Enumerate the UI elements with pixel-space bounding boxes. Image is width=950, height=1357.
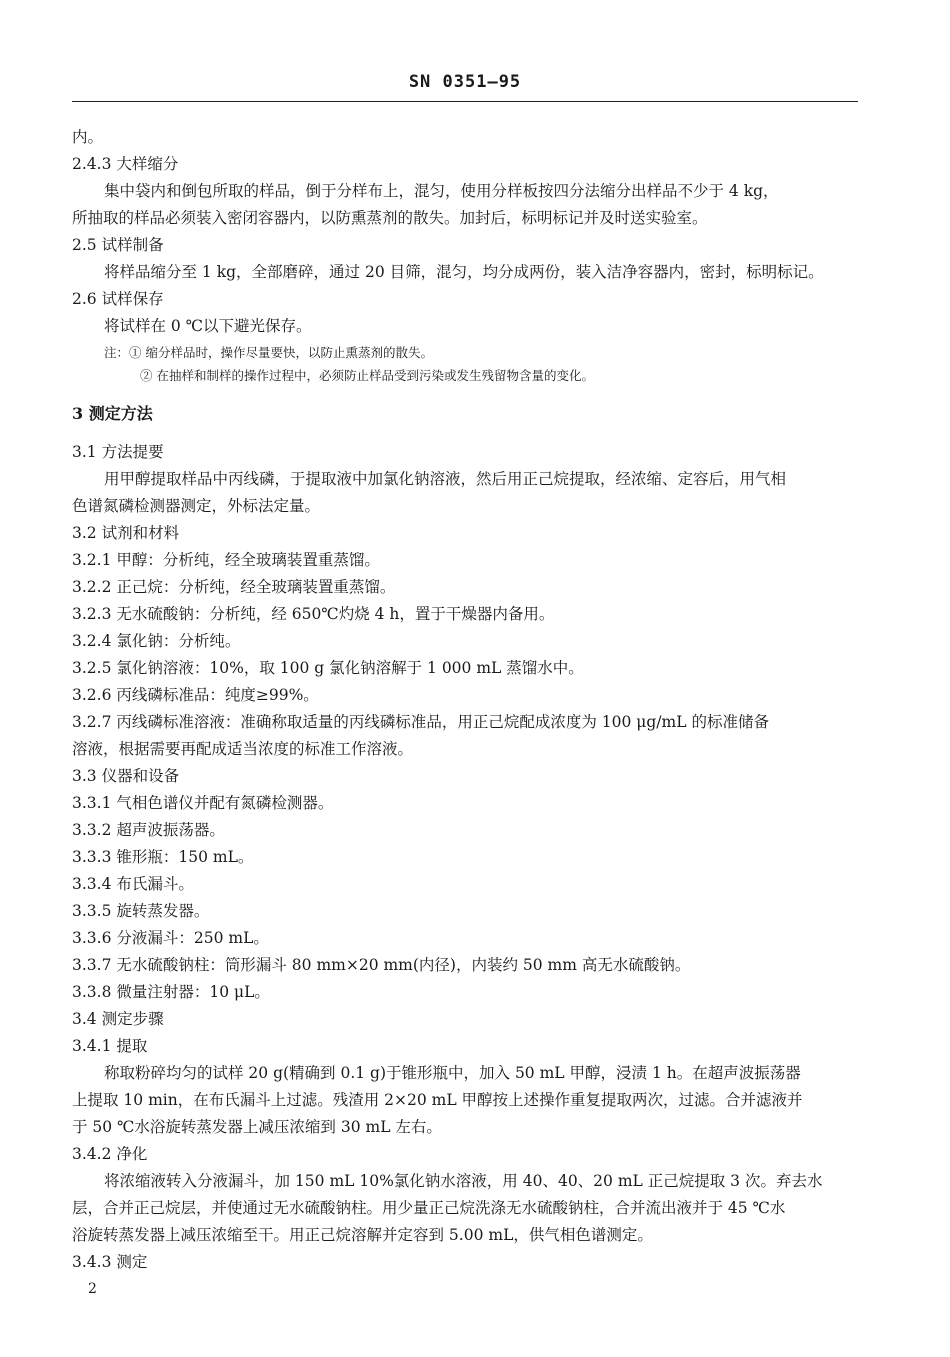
list-item: 3.2.7 丙线磷标准溶液：准确称取适量的丙线磷标准品，用正己烷配成浓度为 100 μg/mL 的标准储备 (72, 713, 769, 731)
standard-code-header: SN 0351—95 (408, 72, 522, 92)
text-line: 将样品缩分至 1 kg，全部磨碎，通过 20 目筛，混匀，均分成两份，装入洁净容器内，密封，标明标记。 (104, 263, 824, 281)
list-item: 3.2.3 无水硫酸钠：分析纯，经 650℃灼烧 4 h，置于干燥器内备用。 (72, 605, 555, 623)
list-item: 3.3.6 分液漏斗：250 mL。 (72, 929, 269, 947)
list-item: 3.2.4 氯化钠：分析纯。 (72, 632, 241, 650)
list-item: 3.3.2 超声波振荡器。 (72, 821, 225, 839)
text-line: 浴旋转蒸发器上减压浓缩至干。用正己烷溶解并定容到 5.00 mL，供气相色谱测定。 (72, 1226, 653, 1244)
list-item: 3.2.2 正己烷：分析纯，经全玻璃装置重蒸馏。 (72, 578, 396, 596)
list-item: 3.3.1 气相色谱仪并配有氮磷检测器。 (72, 794, 334, 812)
text-line: 将浓缩液转入分液漏斗，加 150 mL 10%氯化钠水溶液，用 40、40、20 mL 正己烷提取 3 次。弃去水 (104, 1172, 823, 1190)
text-line: 所抽取的样品必须装入密闭容器内，以防熏蒸剂的散失。加封后，标明标记并及时送实验室。 (72, 209, 708, 227)
text-line: 于 50 ℃水浴旋转蒸发器上减压浓缩到 30 mL 左右。 (72, 1118, 442, 1136)
text-line: 溶液，根据需要再配成适当浓度的标准工作溶液。 (72, 740, 414, 758)
text-line: 内。 (72, 128, 104, 146)
text-line: 称取粉碎均匀的试样 20 g(精确到 0.1 g)于锥形瓶中，加入 50 mL 甲醇，浸渍 1 h。在超声波振荡器 (104, 1064, 801, 1082)
list-item: 3.3.8 微量注射器：10 μL。 (72, 983, 270, 1001)
section-heading: 3 测定方法 (72, 404, 153, 423)
subsection-heading: 2.4.3 大样缩分 (72, 155, 179, 173)
list-item: 3.2.6 丙线磷标准品：纯度≥99%。 (72, 686, 319, 704)
subsection-heading: 2.6 试样保存 (72, 290, 164, 308)
subsection-heading: 2.5 试样制备 (72, 236, 164, 254)
list-item: 3.3.5 旋转蒸发器。 (72, 902, 210, 920)
text-line: 将试样在 0 ℃以下避光保存。 (104, 317, 312, 335)
list-item: 3.3.7 无水硫酸钠柱：筒形漏斗 80 mm×20 mm(内径)，内装约 50 mm 高无水硫酸钠。 (72, 956, 691, 974)
page-number: 2 (88, 1281, 97, 1297)
list-item: 3.3.4 布氏漏斗。 (72, 875, 194, 893)
text-line: 色谱氮磷检测器测定，外标法定量。 (72, 497, 321, 515)
list-item: 3.2.1 甲醇：分析纯，经全玻璃装置重蒸馏。 (72, 551, 380, 569)
subsection-heading: 3.4.2 净化 (72, 1145, 148, 1163)
list-item: 3.2.5 氯化钠溶液：10%，取 100 g 氯化钠溶解于 1 000 mL 蒸馏水中。 (72, 659, 584, 677)
subsection-heading: 3.2 试剂和材料 (72, 524, 180, 542)
text-line: 用甲醇提取样品中丙线磷，于提取液中加氯化钠溶液，然后用正己烷提取，经浓缩、定容后，用气相 (104, 470, 787, 488)
text-line: 集中袋内和倒包所取的样品，倒于分样布上，混匀，使用分样板按四分法缩分出样品不少于 4 kg， (104, 182, 779, 200)
text-line: 上提取 10 min，在布氏漏斗上过滤。残渣用 2×20 mL 甲醇按上述操作重复提取两次，过滤。合并滤液并 (72, 1091, 803, 1109)
text-line: 层，合并正己烷层，并使通过无水硫酸钠柱。用少量正己烷洗涤无水硫酸钠柱，合并流出液并于 45 ℃水 (72, 1199, 786, 1217)
subsection-heading: 3.4.3 测定 (72, 1253, 148, 1271)
header-rule (72, 101, 858, 102)
subsection-heading: 3.1 方法提要 (72, 443, 164, 461)
note-line: 注：① 缩分样品时，操作尽量要快，以防止熏蒸剂的散失。 (104, 345, 433, 360)
subsection-heading: 3.4.1 提取 (72, 1037, 148, 1055)
note-line: ② 在抽样和制样的操作过程中，必须防止样品受到污染或发生残留物含量的变化。 (140, 368, 594, 383)
list-item: 3.3.3 锥形瓶：150 mL。 (72, 848, 254, 866)
subsection-heading: 3.4 测定步骤 (72, 1010, 164, 1028)
subsection-heading: 3.3 仪器和设备 (72, 767, 180, 785)
